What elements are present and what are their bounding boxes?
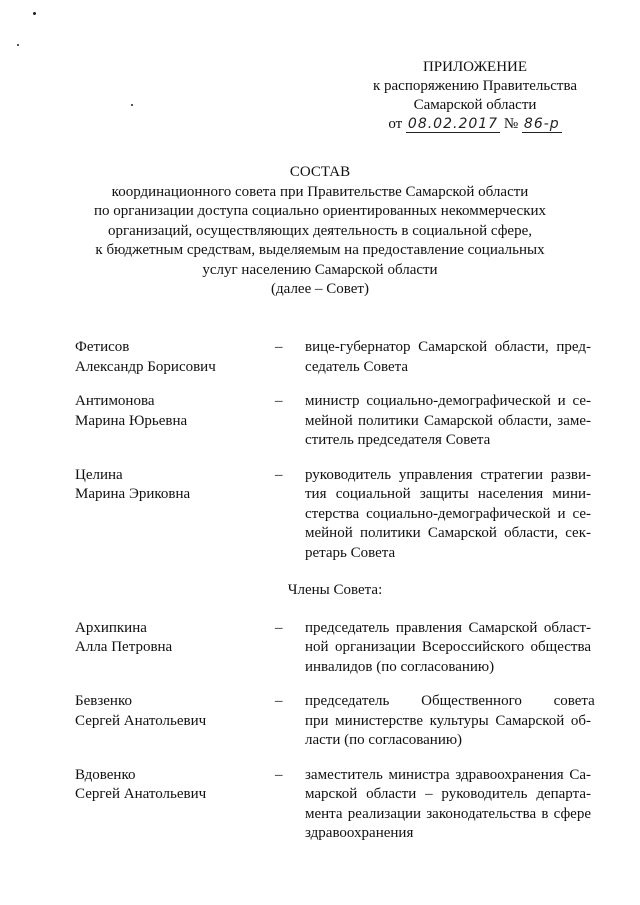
- member-dash: –: [275, 466, 283, 483]
- role-line: мента реализации законодательства в сфере: [305, 805, 591, 822]
- role-line: здравоохранения: [305, 825, 414, 841]
- role-line: стерства социально-демографической и се-: [305, 505, 591, 522]
- appendix-line-1: к распоряжению Правительства: [372, 78, 577, 94]
- appendix-title: ПРИЛОЖЕНИЕ: [422, 59, 528, 75]
- document-heading: [60, 163, 580, 300]
- number-prefix: №: [503, 116, 519, 132]
- council-composition-list: [75, 338, 595, 844]
- date-prefix: от: [388, 116, 403, 132]
- role-line: инвалидов (по согласованию): [305, 658, 495, 675]
- member-name: [75, 392, 275, 451]
- role-line: ретарь Совета: [305, 544, 396, 561]
- role-line: при министерстве культуры Самарской об-: [305, 712, 591, 729]
- member-given-names: Сергей Анатольевич: [75, 786, 207, 802]
- member-surname: Целина: [75, 466, 123, 483]
- member-given-names: Марина Юрьевна: [75, 412, 188, 429]
- member-given-names: Алла Петровна: [75, 639, 173, 655]
- appendix-date-row: [360, 115, 590, 134]
- heading-line: услуг населению Самарской области: [202, 261, 438, 278]
- member-given-names: Марина Эриковна: [75, 486, 191, 502]
- handwritten-date: 08.02.2017: [407, 116, 499, 132]
- member-entry: [75, 338, 595, 377]
- role-line: председатель правления Самарской област-: [305, 619, 591, 636]
- member-surname: Вдовенко: [75, 766, 136, 783]
- member-dash: –: [275, 393, 283, 409]
- member-entry: [75, 692, 595, 751]
- heading-line: к бюджетным средствам, выделяемым на предоставление социальных: [95, 242, 545, 258]
- role-line: мейной политики Самарской области, сек-: [305, 525, 591, 541]
- scan-speck: [131, 104, 133, 106]
- role-line: седатель Совета: [305, 358, 409, 375]
- handwritten-number: 86-р: [523, 116, 560, 132]
- member-surname: Бевзенко: [75, 693, 132, 709]
- member-role: [305, 392, 591, 451]
- appendix-line-2: Самарской области: [413, 97, 537, 113]
- member-name: [75, 766, 275, 844]
- role-line: заместитель министра здравоохранения Са-: [305, 766, 591, 783]
- member-name: [75, 466, 275, 564]
- member-name: [75, 338, 275, 377]
- heading-line: координационного совета при Правительстве Самарской области: [111, 183, 529, 200]
- role-line: руководитель управления стратегии разви-: [305, 466, 591, 483]
- member-name: [75, 619, 275, 678]
- appendix-header: [360, 58, 590, 134]
- member-role: [305, 692, 595, 751]
- role-line: ститель председателя Совета: [305, 432, 491, 448]
- role-line: председатель Общественного совета: [305, 693, 595, 709]
- member-entry: [75, 466, 595, 564]
- scan-speck: [33, 12, 36, 15]
- member-role: [305, 338, 591, 377]
- member-dash: –: [275, 693, 283, 709]
- member-role: [305, 619, 591, 678]
- role-line: вице-губернатор Самарской области, пред-: [305, 339, 591, 355]
- role-line: мейной политики Самарской области, заме-: [305, 412, 591, 429]
- scan-speck: [17, 44, 19, 46]
- heading-line: организаций, осуществляющих деятельность в социальной сфере,: [108, 222, 532, 239]
- member-given-names: Сергей Анатольевич: [75, 712, 207, 729]
- role-line: марской области – руководитель департа-: [305, 786, 591, 802]
- member-entry: [75, 766, 595, 844]
- role-line: ласти (по согласованию): [305, 732, 463, 748]
- member-name: [75, 692, 275, 751]
- member-surname: Антимонова: [75, 393, 155, 409]
- member-given-names: Александр Борисович: [75, 358, 216, 375]
- member-entry: [75, 392, 595, 451]
- member-role: [305, 466, 591, 564]
- role-line: министр социально-демографической и се-: [305, 393, 591, 409]
- member-surname: Архипкина: [75, 619, 147, 636]
- role-line: ной организации Всероссийского общества: [305, 639, 591, 655]
- member-entry: [75, 619, 595, 678]
- heading-title: СОСТАВ: [289, 164, 351, 180]
- member-role: [305, 766, 591, 844]
- section-title-members: Члены Совета:: [287, 582, 383, 598]
- member-surname: Фетисов: [75, 339, 130, 355]
- member-dash: –: [275, 766, 283, 783]
- heading-line: (далее – Совет): [271, 281, 369, 297]
- heading-line: по организации доступа социально ориентированных некоммерческих: [93, 203, 547, 219]
- role-line: тия социальной защиты населения мини-: [305, 486, 591, 502]
- member-dash: –: [275, 619, 283, 636]
- member-dash: –: [275, 339, 283, 355]
